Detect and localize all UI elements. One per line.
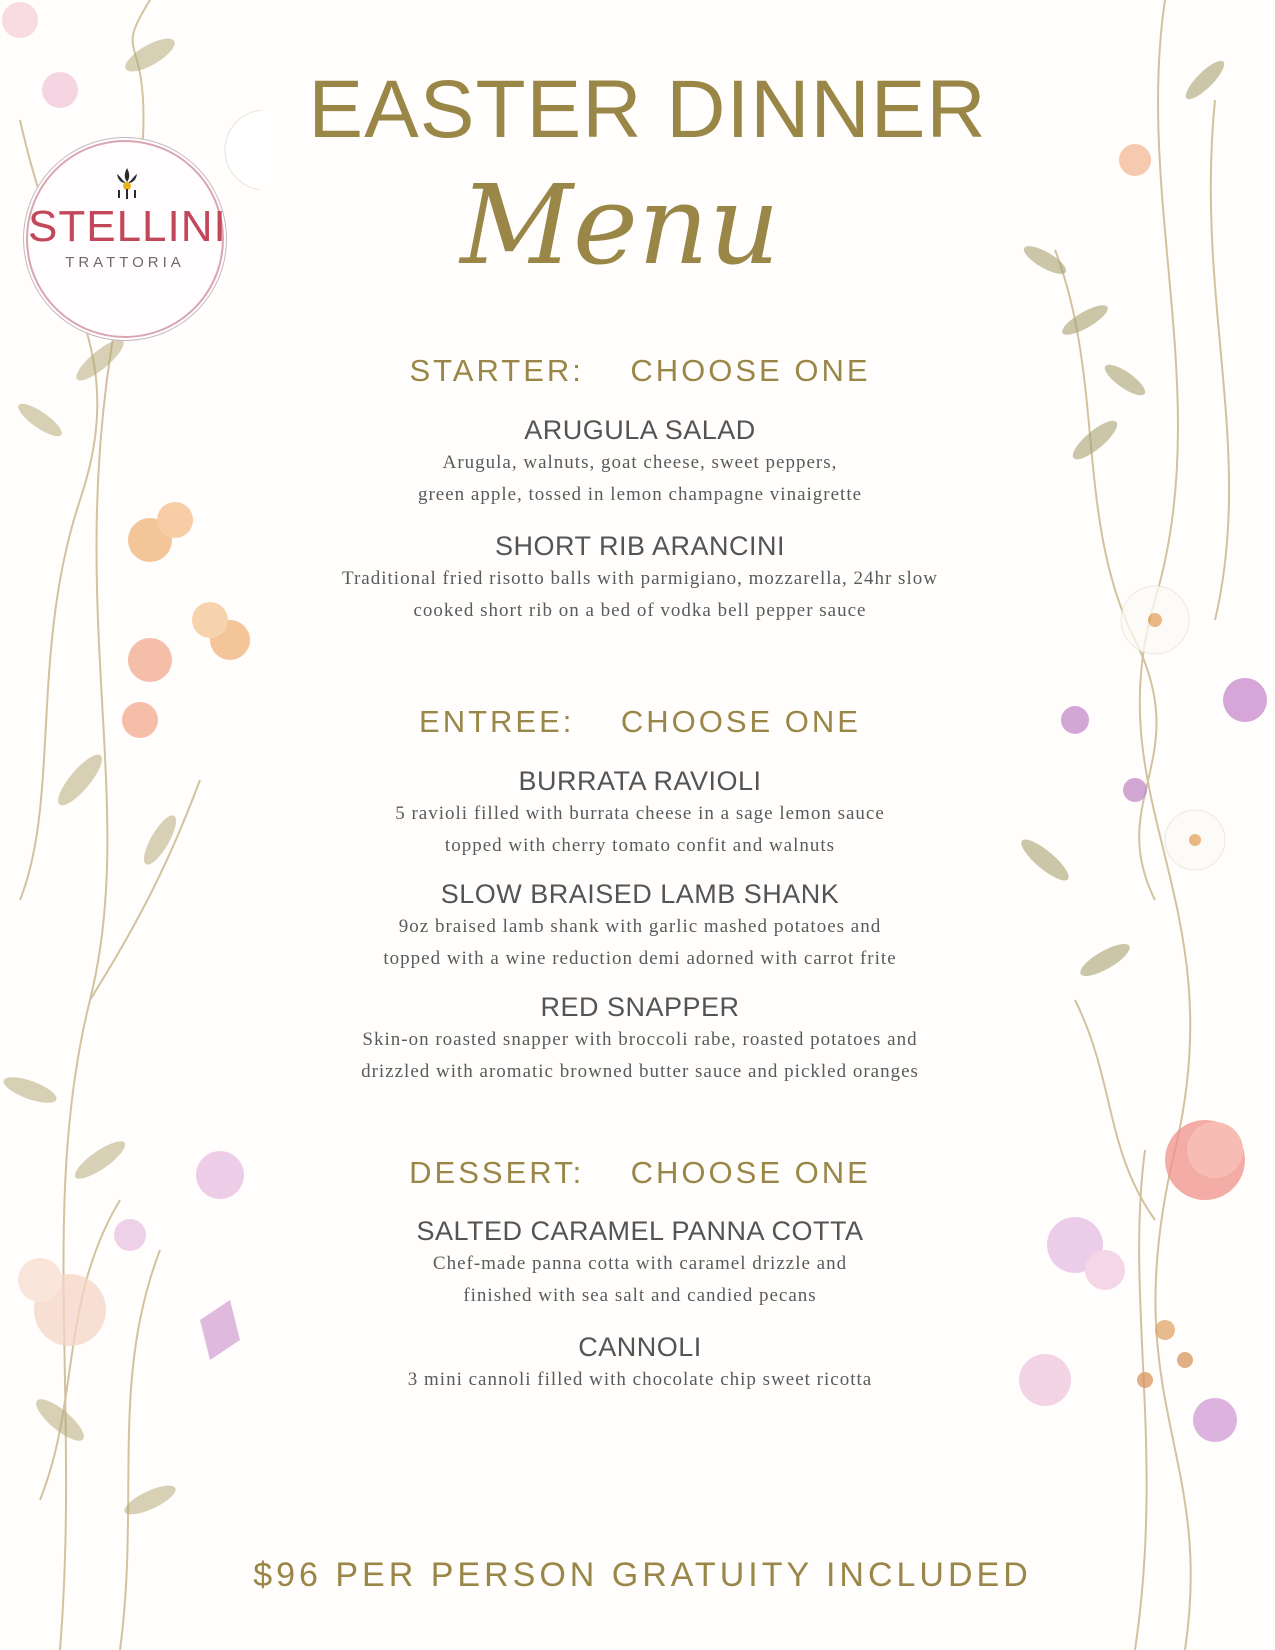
menu-item (280, 764, 1000, 862)
item-name: ARUGULA SALAD (524, 415, 756, 445)
item-description-line: Skin-on roasted snapper with broccoli rabe, roasted potatoes and (362, 1029, 918, 1050)
item-description-line: Chef-made panna cotta with caramel drizzle and (432, 1253, 848, 1274)
item-description-line: 9oz braised lamb shank with garlic mashed potatoes and (398, 916, 882, 937)
menu-item (280, 413, 1000, 511)
item-description-line: topped with a wine reduction demi adorned with carrot frite (383, 948, 897, 969)
item-name: SALTED CARAMEL PANNA COTTA (416, 1216, 864, 1246)
menu-item (280, 529, 1000, 627)
script-subtitle-text: Menu (460, 161, 780, 289)
menu-item (280, 990, 1000, 1088)
restaurant-logo (26, 140, 227, 338)
menu-item (280, 877, 1000, 975)
page-title: EASTER DINNER (308, 64, 987, 155)
item-name: CANNOLI (578, 1332, 702, 1362)
item-description-line: cooked short rib on a bed of vodka bell pepper sauce (413, 600, 867, 621)
item-description-line: finished with sea salt and candied pecans (463, 1285, 817, 1306)
fleur-fork-icon (112, 166, 142, 200)
item-description-line: green apple, tossed in lemon champagne vinaigrette (417, 484, 863, 505)
menu-item (280, 1330, 1000, 1396)
item-name: SLOW BRAISED LAMB SHANK (440, 879, 840, 909)
section-heading: ENTREE: CHOOSE ONE (419, 704, 861, 739)
item-name: SHORT RIB ARANCINI (494, 531, 786, 561)
price-footer: $96 PER PERSON GRATUITY INCLUDED (253, 1556, 1032, 1594)
script-subtitle (430, 158, 810, 328)
item-name: RED SNAPPER (540, 992, 740, 1022)
starter-section (280, 351, 1000, 391)
menu-item (280, 1214, 1000, 1312)
item-description-line: Arugula, walnuts, goat cheese, sweet peppers, (442, 452, 838, 473)
dessert-section (280, 1153, 1000, 1193)
item-description-line: 3 mini cannoli filled with chocolate chip sweet ricotta (407, 1369, 873, 1390)
floral-border-right (1015, 0, 1275, 1650)
logo-subtitle: TRATTORIA (65, 254, 185, 271)
item-description-line: Traditional fried risotto balls with parmigiano, mozzarella, 24hr slow (342, 568, 938, 589)
entree-section (280, 702, 1000, 742)
item-description-line: drizzled with aromatic browned butter sauce and pickled oranges (361, 1061, 919, 1082)
item-name: BURRATA RAVIOLI (518, 766, 762, 796)
section-heading: STARTER: CHOOSE ONE (409, 353, 871, 388)
section-heading: DESSERT: CHOOSE ONE (409, 1155, 871, 1190)
item-description-line: topped with cherry tomato confit and walnuts (444, 835, 836, 856)
item-description-line: 5 ravioli filled with burrata cheese in a sage lemon sauce (395, 803, 885, 824)
logo-brand-name: STELLINI (28, 202, 227, 251)
